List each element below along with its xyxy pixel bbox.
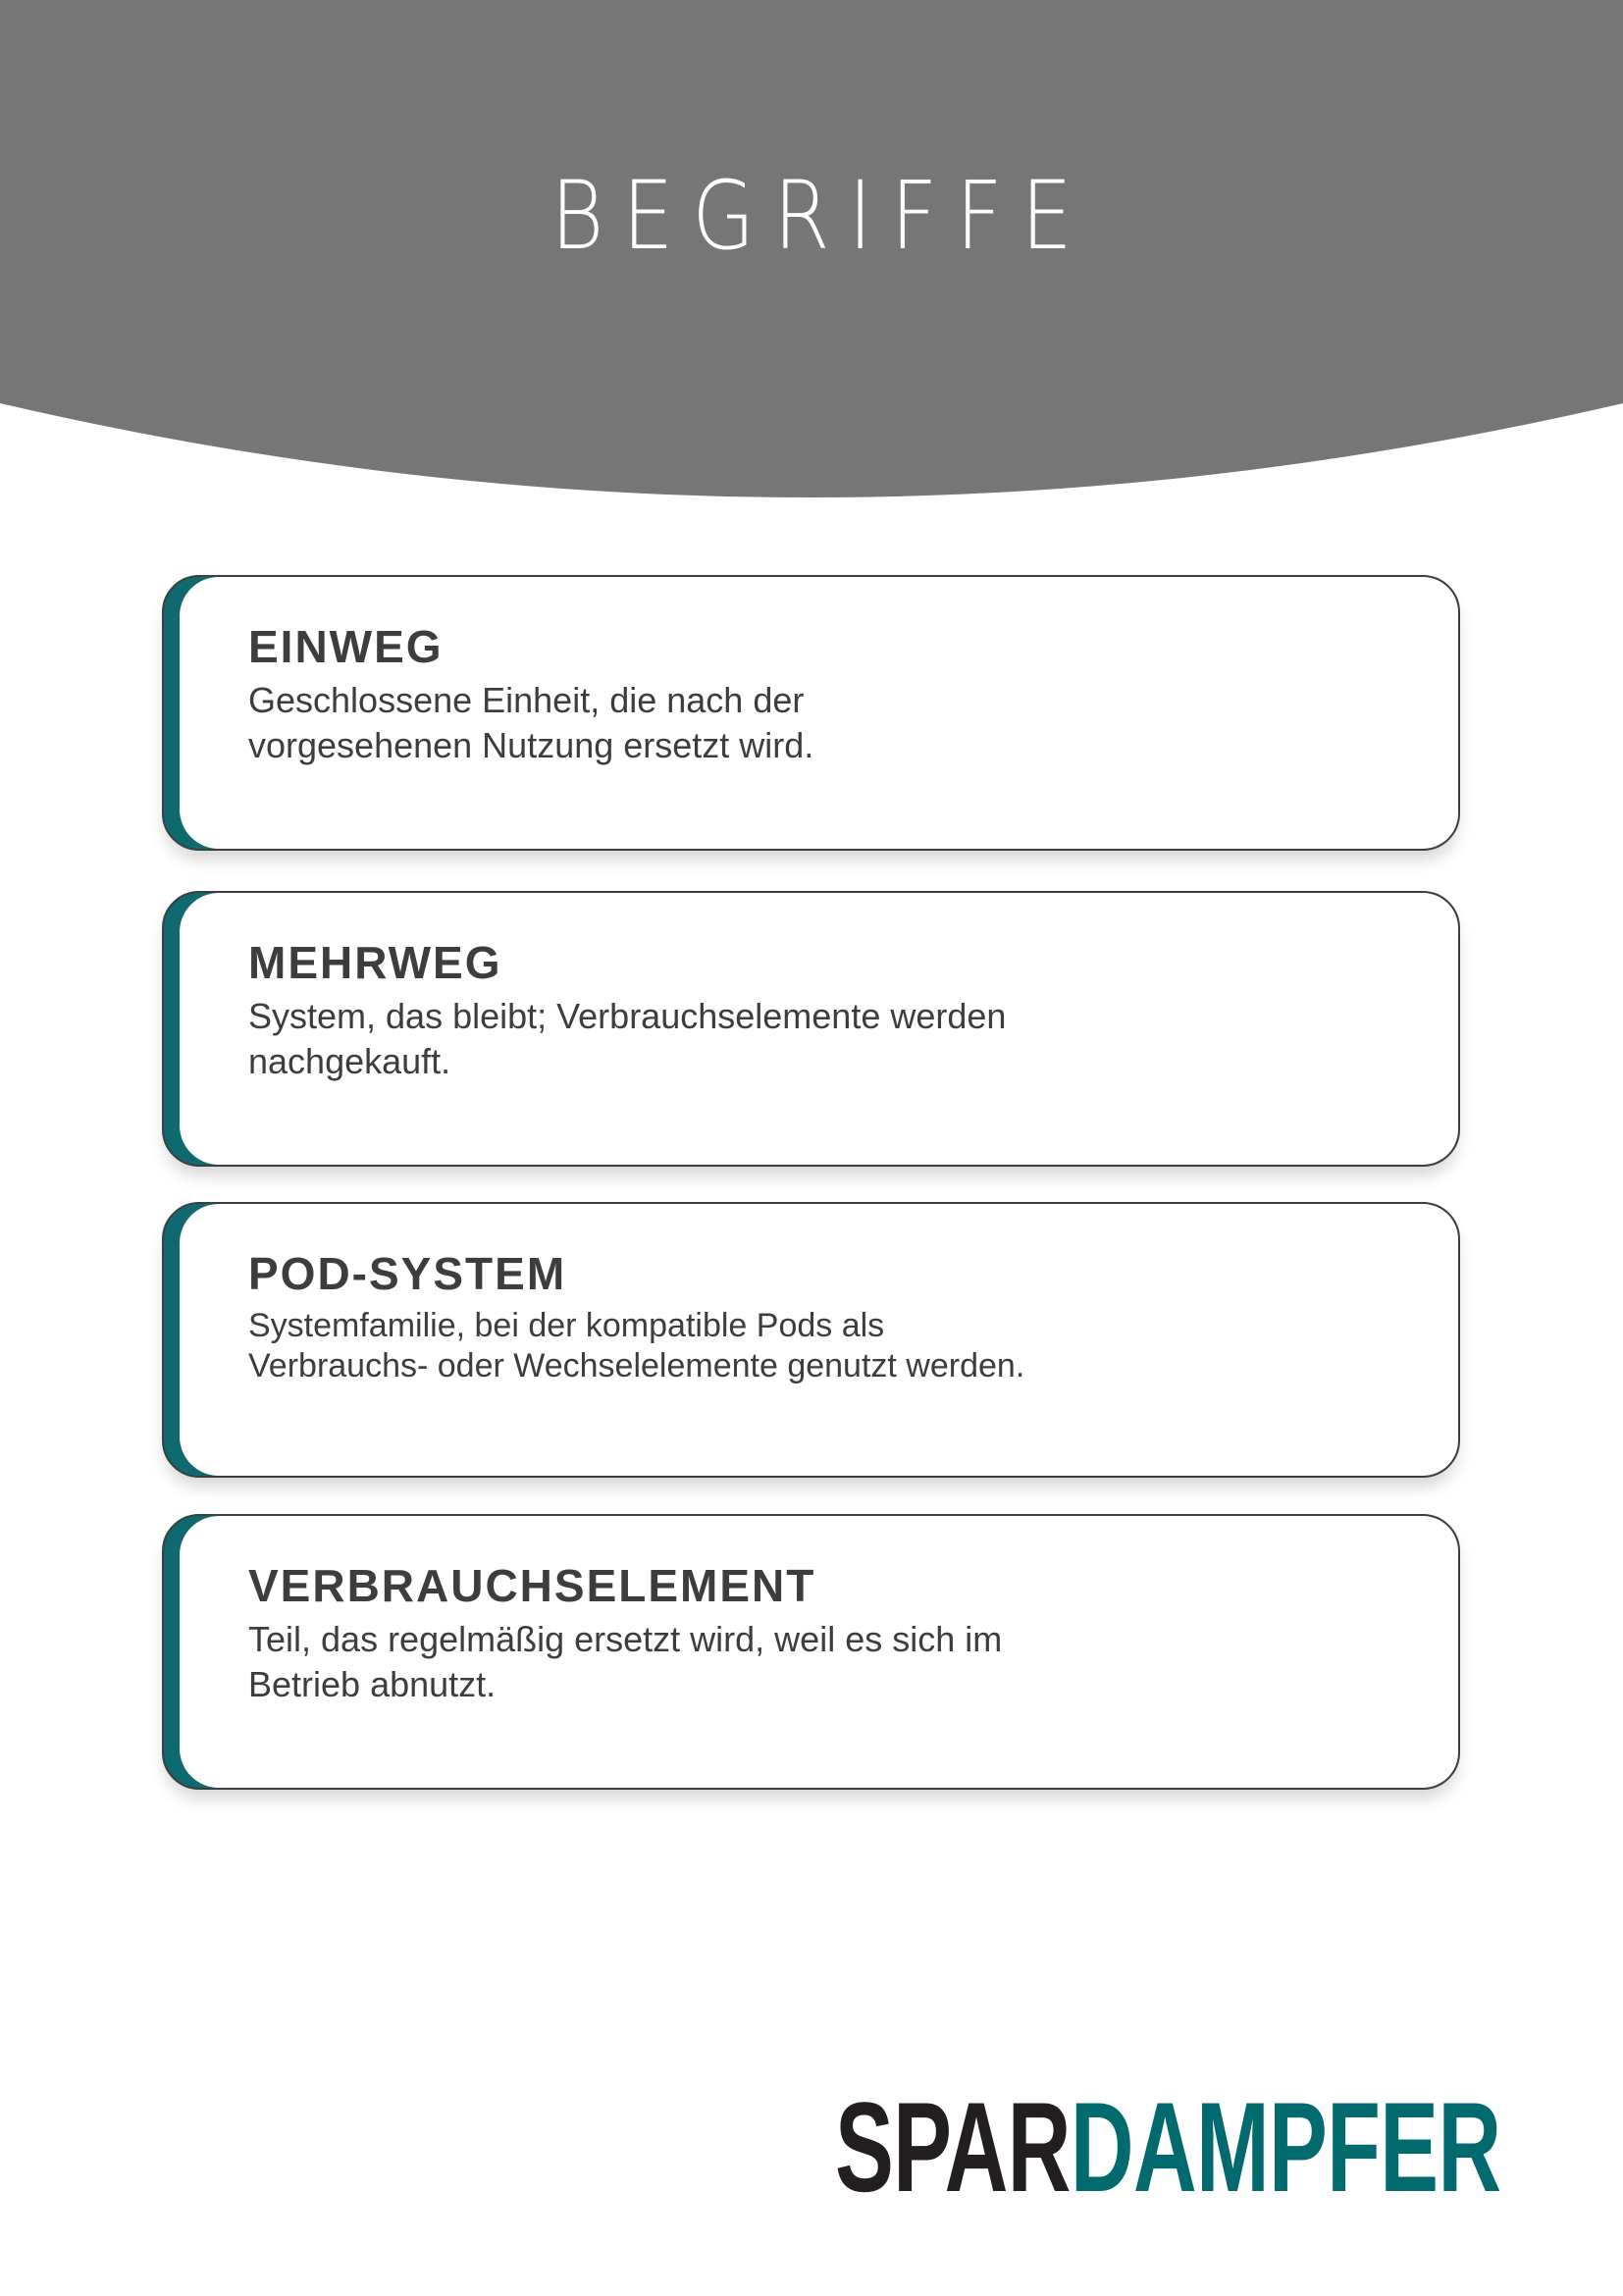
page-title: BEGRIFFE	[550, 161, 1091, 271]
definition-line: Verbrauchs- oder Wechselelemente genutzt werden.	[248, 1347, 1025, 1384]
term-definition	[248, 1617, 1230, 1707]
definition-line: Teil, das regelmäßig ersetzt wird, weil es sich im	[248, 1619, 1003, 1659]
term-heading: EINWEG	[248, 621, 444, 672]
definition-line: Systemfamilie, bei der kompatible Pods als	[248, 1307, 885, 1344]
definition-line: System, das bleibt; Verbrauchselemente werden	[248, 996, 1007, 1036]
term-card-einweg	[162, 575, 1460, 851]
term-heading: MEHRWEG	[248, 937, 502, 988]
term-definition	[248, 994, 1230, 1084]
definition-line: Geschlossene Einheit, die nach der	[248, 680, 805, 720]
logo-text-dampfer: DAMPFER	[1070, 2075, 1501, 2218]
term-card-pod-system	[162, 1202, 1460, 1478]
term-card-verbrauchselement	[162, 1514, 1460, 1790]
brand-logo	[835, 2075, 1501, 2218]
definition-line: nachgekauft.	[248, 1041, 451, 1081]
term-definition	[248, 1306, 1230, 1386]
term-heading: VERBRAUCHSELEMENT	[248, 1560, 816, 1611]
logo-text-spar: SPAR	[835, 2075, 1071, 2218]
term-heading: POD-SYSTEM	[248, 1248, 567, 1299]
definition-line: Betrieb abnutzt.	[248, 1664, 497, 1704]
term-card-mehrweg	[162, 891, 1460, 1167]
definition-line: vorgesehenen Nutzung ersetzt wird.	[248, 725, 814, 765]
term-definition	[248, 678, 1230, 768]
